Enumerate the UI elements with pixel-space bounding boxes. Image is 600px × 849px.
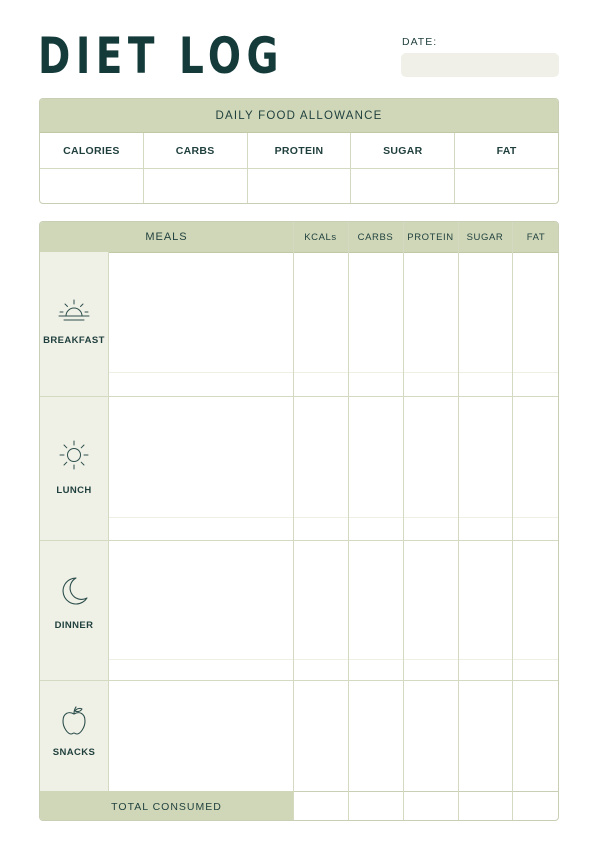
meal-label-snacks: SNACKS xyxy=(52,747,96,758)
column-divider xyxy=(108,252,109,791)
allowance-header-fat: FAT xyxy=(454,133,558,168)
row-divider xyxy=(40,680,559,681)
allowance-value-row xyxy=(40,169,558,204)
column-divider xyxy=(458,222,459,821)
writing-line xyxy=(109,372,559,373)
allowance-value-calories[interactable] xyxy=(40,169,143,204)
allowance-value-sugar[interactable] xyxy=(350,169,454,204)
column-divider xyxy=(293,222,294,821)
header-fat: FAT xyxy=(526,231,546,243)
column-divider xyxy=(512,222,513,821)
allowance-value-carbs[interactable] xyxy=(143,169,247,204)
sun-icon xyxy=(56,437,92,473)
date-field[interactable] xyxy=(401,53,559,77)
allowance-header-calories: CALORIES xyxy=(63,144,120,157)
meal-label-dinner: DINNER xyxy=(54,620,94,631)
header-sugar: SUGAR xyxy=(466,231,504,243)
allowance-value-fat[interactable] xyxy=(454,169,558,204)
header-meals: MEALS xyxy=(145,231,188,243)
allowance-header-row xyxy=(40,133,558,169)
column-divider xyxy=(403,222,404,821)
meal-label-breakfast: BREAKFAST xyxy=(43,335,105,346)
allowance-header-protein: PROTEIN xyxy=(247,133,351,168)
allowance-table xyxy=(39,98,559,204)
writing-line xyxy=(109,659,559,660)
meals-table xyxy=(39,221,559,821)
header-carbs: CARBS xyxy=(357,231,394,243)
date-label: DATE: xyxy=(402,36,438,48)
sunrise-icon xyxy=(56,294,92,330)
row-divider xyxy=(40,396,559,397)
apple-icon xyxy=(56,703,92,739)
allowance-title: DAILY FOOD ALLOWANCE xyxy=(40,99,558,133)
moon-icon xyxy=(56,573,92,609)
page-title: DIET LOG xyxy=(38,27,285,85)
row-divider xyxy=(40,540,559,541)
column-divider xyxy=(348,222,349,821)
meals-header-row xyxy=(40,222,558,253)
allowance-value-protein[interactable] xyxy=(247,169,351,204)
allowance-header-carbs: CARBS xyxy=(143,133,247,168)
meal-label-lunch: LUNCH xyxy=(56,485,92,496)
allowance-header-sugar: SUGAR xyxy=(350,133,454,168)
total-consumed-label: TOTAL CONSUMED xyxy=(40,791,293,821)
header-kcals: KCALs xyxy=(304,231,337,243)
writing-line xyxy=(109,517,559,518)
header-protein: PROTEIN xyxy=(407,231,454,243)
